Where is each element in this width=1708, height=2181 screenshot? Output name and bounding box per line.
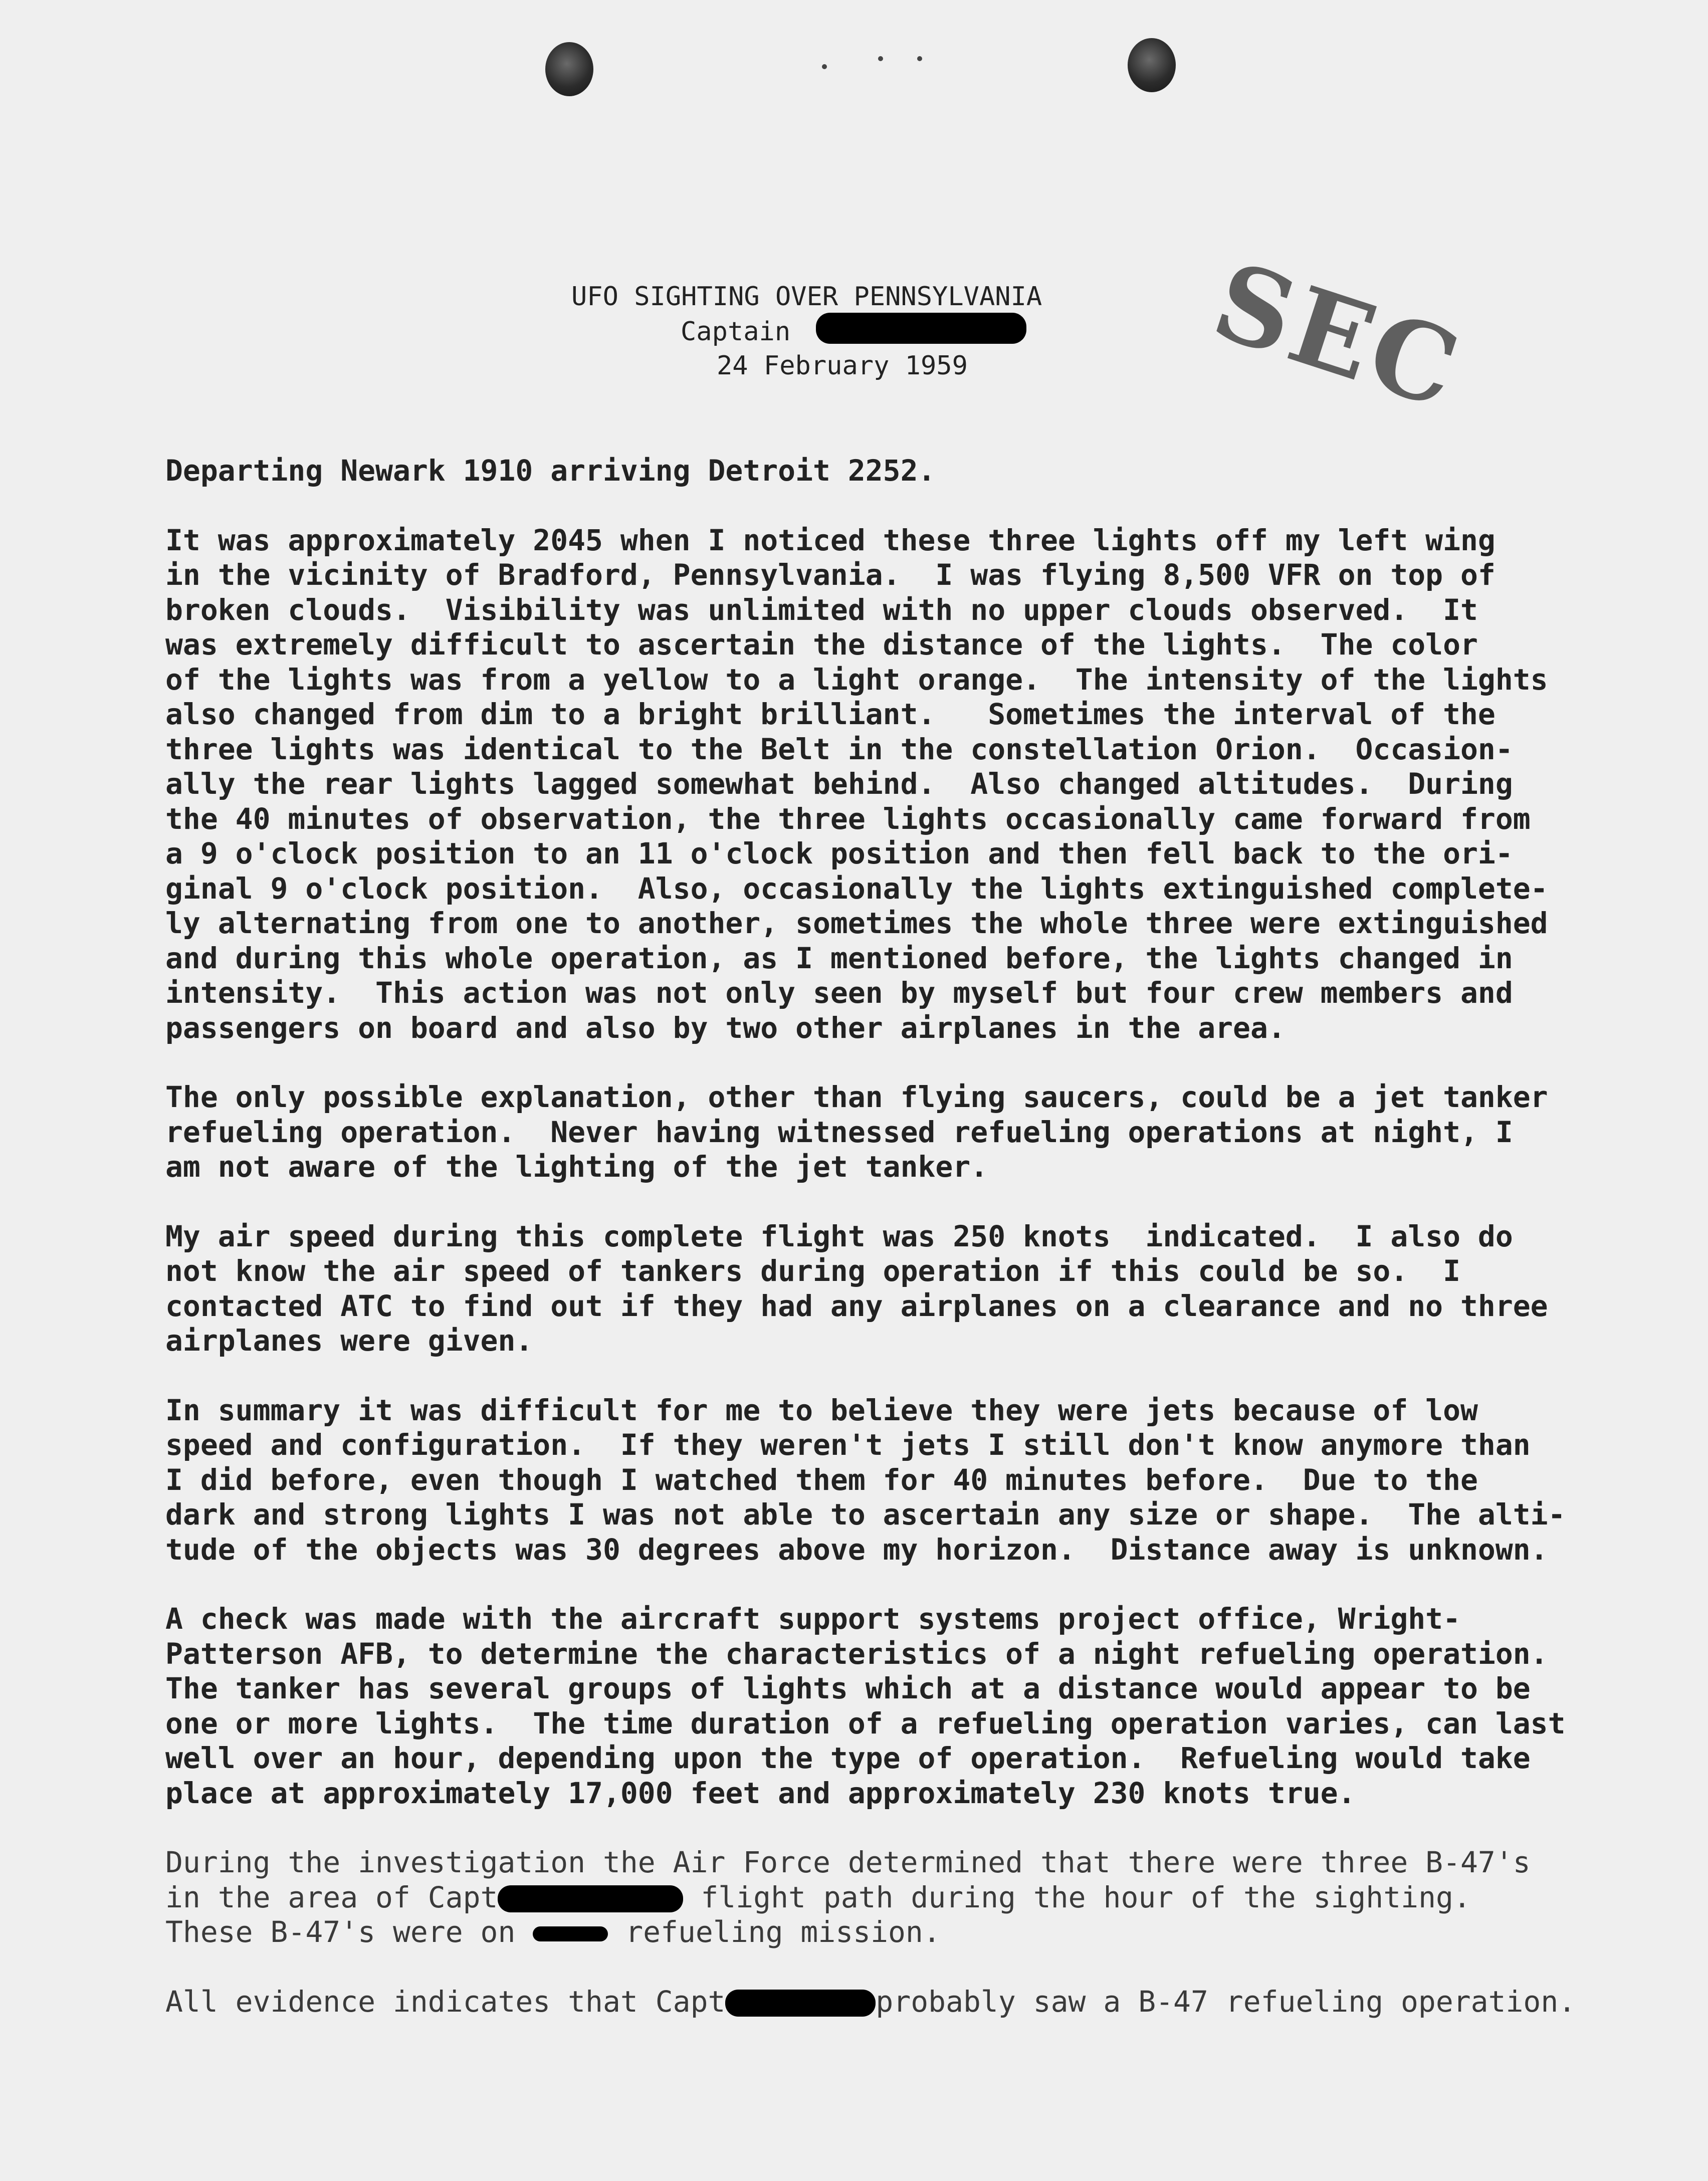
document-title: UFO SIGHTING OVER PENNSYLVANIA (571, 282, 1042, 312)
text-line: speed and configuration. If they weren't jets I still don't know anymore than (165, 1428, 1531, 1462)
redaction-mark (498, 1885, 683, 1912)
text-line: ly alternating from one to another, sometimes the whole three were extinguished (165, 906, 1548, 940)
text-line: A check was made with the aircraft support systems project office, Wright- (165, 1602, 1461, 1636)
text-line: the 40 minutes of observation, the three lights occasionally came forward from (165, 801, 1531, 836)
text-line: also changed from dim to a bright brilliant. Sometimes the interval of the (165, 697, 1496, 731)
text-line: Patterson AFB, to determine the characteristics of a night refueling operation. (165, 1636, 1548, 1671)
text-line: well over an hour, depending upon the type of operation. Refueling would take (165, 1741, 1531, 1775)
text-line: in the vicinity of Bradford, Pennsylvania. I was flying 8,500 VFR on top of (165, 558, 1496, 592)
text-line: of the lights was from a yellow to a light orange. The intensity of the lights (165, 662, 1548, 697)
text-line: It was approximately 2045 when I noticed these three lights off my left wing (165, 523, 1496, 557)
text-line: one or more lights. The time duration of a refueling operation varies, can last (165, 1706, 1566, 1740)
text-line: Departing Newark 1910 arriving Detroit 2252. (165, 454, 936, 488)
text-line: ginal 9 o'clock position. Also, occasionally the lights extinguished complete- (165, 871, 1548, 906)
text-line: The only possible explanation, other than flying saucers, could be a jet tanker (165, 1080, 1548, 1114)
body-paragraphs (165, 454, 1629, 1811)
classification-stamp: SEC (1200, 238, 1475, 433)
investigation-paragraph (165, 1845, 1629, 1950)
text-line: airplanes were given. (165, 1324, 533, 1358)
paragraph (165, 523, 1629, 1046)
text-line: place at approximately 17,000 feet and approximately 230 knots true. (165, 1776, 1356, 1810)
text-line: ally the rear lights lagged somewhat behind. Also changed altitudes. During (165, 767, 1513, 801)
text-line: in the area of Capt flight path during the hour of the sighting. (165, 1880, 1471, 1914)
speck (878, 56, 883, 61)
text-line: broken clouds. Visibility was unlimited with no upper clouds observed. It (165, 592, 1478, 627)
document-date: 24 February 1959 (717, 351, 968, 381)
text-line: During the investigation the Air Force determined that there were three B-47's (165, 1845, 1531, 1879)
text-line: not know the air speed of tankers during operation if this could be so. I (165, 1254, 1461, 1288)
paragraph (165, 1219, 1629, 1359)
text-line: In summary it was difficult for me to believe they were jets because of low (165, 1393, 1478, 1427)
speck (822, 64, 827, 69)
text-line: tude of the objects was 30 degrees above my horizon. Distance away is unknown. (165, 1532, 1548, 1567)
text-line: dark and strong lights I was not able to ascertain any size or shape. The alti- (165, 1497, 1566, 1532)
text-line: was extremely difficult to ascertain the distance of the lights. The color (165, 627, 1478, 662)
text-line: passengers on board and also by two other airplanes in the area. (165, 1010, 1286, 1045)
text-line: and during this whole operation, as I mentioned before, the lights changed in (165, 941, 1513, 975)
document-subtitle: Captain (681, 317, 791, 347)
speck (917, 56, 922, 61)
redaction-mark (533, 1926, 608, 1941)
redaction-mark (725, 1990, 876, 2017)
text-line: intensity. This action was not only seen by myself but four crew members and (165, 976, 1513, 1010)
text-line: a 9 o'clock position to an 11 o'clock position and then fell back to the ori- (165, 836, 1513, 870)
punch-hole-left (545, 42, 593, 96)
text-line: am not aware of the lighting of the jet tanker. (165, 1150, 988, 1184)
redaction-mark (816, 313, 1026, 344)
text-line: My air speed during this complete flight was 250 knots indicated. I also do (165, 1219, 1513, 1253)
text-line: The tanker has several groups of lights which at a distance would appear to be (165, 1671, 1531, 1705)
document-body (165, 454, 1629, 2054)
text-line: three lights was identical to the Belt in the constellation Orion. Occasion- (165, 732, 1513, 766)
paragraph (165, 454, 1629, 489)
paragraph (165, 1080, 1629, 1185)
text-line: refueling operation. Never having witnessed refueling operations at night, I (165, 1115, 1513, 1149)
paragraph (165, 1602, 1629, 1811)
text-line: I did before, even though I watched them for 40 minutes before. Due to the (165, 1462, 1478, 1497)
punch-hole-right (1128, 38, 1176, 92)
paragraph (165, 1393, 1629, 1568)
text-line: contacted ATC to find out if they had any airplanes on a clearance and no three (165, 1288, 1548, 1323)
conclusion-paragraph (165, 1985, 1629, 2020)
text-line: These B-47's were on refueling mission. (165, 1915, 941, 1949)
text-line: All evidence indicates that Capt probably saw a B-47 refueling operation. (165, 1984, 1576, 2019)
